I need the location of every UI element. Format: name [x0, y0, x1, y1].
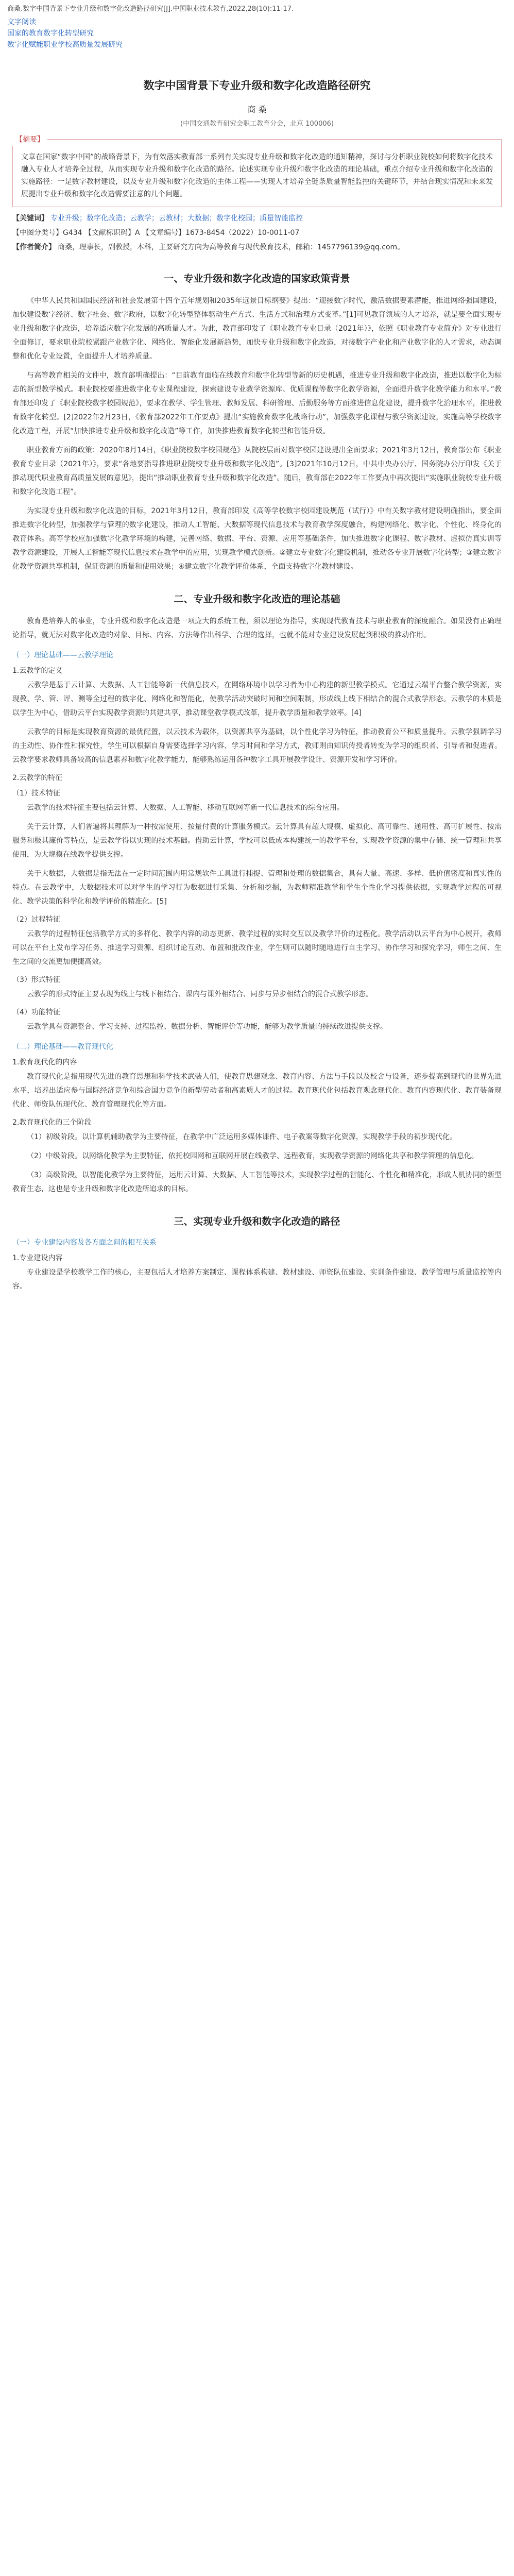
related-link[interactable]: 文字阅读 — [7, 18, 36, 26]
related-link[interactable]: 国家的教育数字化转型研究 — [7, 29, 94, 38]
article-body — [0, 271, 514, 1294]
abstract-label: 【摘要】 — [12, 133, 47, 146]
body-paragraph: 云教学是基于云计算、大数据、人工智能等新一代信息技术，在网络环境中以学习者为中心构建的新型教学模式。它通过云端平台整合教学资源，实现教、学、管、评、测等全过程的数字化、网络化和智能化，使教学活动突破时间和空间限制，形成线上线下相结合的混合式教学形态。云教学的本质是以学生为中心，借助云平台实现教学资源的共建共享，推动课堂教学模式改革，提升教学质量和教学效率。[4] — [12, 681, 502, 717]
subsection-heading: （二）理论基础——教育现代化 — [12, 1043, 113, 1051]
keywords-label: 【关键词】 — [12, 214, 48, 223]
subsection-heading: （一）理论基础——云教学理论 — [12, 651, 113, 659]
minor-heading: 2.云教学的特征 — [12, 774, 63, 782]
body-paragraph: 关于云计算，人们普遍将其理解为一种按需使用、按量付费的计算服务模式。云计算具有超大规模、虚拟化、高可靠性、通用性、高可扩展性、按需服务和极其廉价等特点，是云教学得以实现的技术基础。借助云计算，学校可以低成本构建统一的教学平台，实现教学资源的集中存储、统一管理和共享使用，为大规模在线教学提供支撑。 — [12, 823, 502, 859]
minor-heading: （1）技术特征 — [12, 789, 60, 798]
body-paragraph: （1）初级阶段。以计算机辅助教学为主要特征，在教学中广泛运用多媒体课件、电子教案等数字化资源，实现教学手段的初步现代化。 — [27, 1133, 457, 1141]
minor-heading: （3）形式特征 — [12, 976, 60, 984]
minor-heading: 1.教育现代化的内容 — [12, 1058, 77, 1066]
body-paragraph: 关于大数据，大数据是指无法在一定时间范围内用常规软件工具进行捕捉、管理和处理的数据集合，具有大量、高速、多样、低价值密度和真实性的特点。在云教学中，大数据技术可以对学生的学习行为数据进行采集、分析和挖掘，为教师精准教学和学生个性化学习提供依据，实现教学过程的可视化、教学决策的科学化和教学评价的精准化。[5] — [12, 870, 502, 906]
abstract-box — [12, 135, 502, 207]
body-paragraph: 云教学的过程特征包括教学方式的多样化、教学内容的动态更新、教学过程的实时交互以及教学评价的过程化。教学活动以云平台为中心展开，教师可以在平台上发布学习任务、推送学习资源、组织讨论互动、布置和批改作业，学生则可以随时随地进行自主学习、协作学习和探究学习，师生之间、生生之间的交流更加便捷高效。 — [12, 930, 502, 966]
body-paragraph: 职业教育方面的政策：2020年8月14日，《职业院校数字校园规范》从院校层面对数字校园建设提出全面要求；2021年3月12日，教育部公布《职业教育专业目录（2021年）》，要求“各地要指导推进职业院校专业升级和数字化改造”。[3]2021年10月12日，中共中央办公厅、国务院办公厅印发《关于推动现代职业教育高质量发展的意见》，提出“推动职业教育专业升级和数字化改造”。随后，教育部在2022年工作要点中再次提出“实施职业院校专业升级和数字化改造工程”。 — [12, 446, 502, 496]
article-title: 数字中国背景下专业升级和数字化改造路径研究 — [143, 79, 371, 92]
author-info-label: 【作者简介】 — [12, 243, 56, 251]
body-paragraph: 云教学的技术特征主要包括云计算、大数据、人工智能、移动互联网等新一代信息技术的综合应用。 — [27, 804, 344, 812]
body-paragraph: 云教学具有资源整合、学习支持、过程监控、数据分析、智能评价等功能，能够为教学质量的持续改进提供支撑。 — [27, 1023, 387, 1031]
related-links — [0, 15, 514, 55]
body-paragraph: 与高等教育相关的文件中，教育部明确提出：“目前教育面临在线教育和数字化转型等新的历史机遇，推进专业升级和数字化改造，推进以数字化为标志的新型教学模式。职业院校要推进数字化专业课程建设，探索建设专业教学资源库、优质课程等数字化教学资源，全面提升数字化教学能力和水平。”教育部还印发了《职业院校数字校园规范》，要求在教学、学生管理、教师发展、科研管理、后勤服务等方面推进信息化建设，提升数字化治理水平，推进教育数字化转型。[2]2022年2月23日，《教育部2022年工作要点》提出“实施教育数字化战略行动”，加强数字化课程与教学资源建设，实施高等学校数字化改造工程，开展“加快推进专业升级和数字化改造”等工作，加快推进教育数字化转型和智能升级。 — [12, 371, 502, 435]
citation-line: 商桑.数字中国背景下专业升级和数字化改造路径研究[J].中国职业技术教育,2022,28(10):11-17. — [7, 5, 294, 13]
keywords-line — [12, 212, 502, 225]
classification-line: 【中图分类号】G434 【文献标识码】A 【文章编号】1673-8454（2022）10-0011-07 — [12, 229, 300, 237]
body-paragraph: 专业建设是学校教学工作的核心，主要包括人才培养方案制定、课程体系构建、教材建设、师资队伍建设、实训条件建设、教学管理与质量监控等内容。 — [12, 1268, 502, 1291]
author-info-text: 商桑，理事长，副教授，本科，主要研究方向为高等教育与现代教育技术，邮箱：1457796139@qq.com。 — [58, 243, 405, 251]
body-paragraph: 云教学的形式特征主要表现为线上与线下相结合、课内与课外相结合、同步与异步相结合的混合式教学形态。 — [27, 990, 373, 998]
minor-heading: 1.专业建设内容 — [12, 1254, 63, 1262]
keywords-text: 专业升级；数字化改造；云教学；云教材；大数据；数字化校园；质量智能监控 — [50, 214, 303, 223]
body-paragraph: （2）中级阶段。以网络化教学为主要特征，依托校园网和互联网开展在线教学、远程教育，实现教学资源的网络化共享和教学管理的信息化。 — [27, 1152, 478, 1160]
abstract-text: 文章在国家“数字中国”的战略背景下，为有效落实教育部一系列有关实现专业升级和数字化改造的通知精神，探讨与分析职业院校如何将数字化技术融入专业人才培养全过程，从而实现专业升级和数字化改造的路径。论述实现专业升级和数字化改造的理论基础，重点介绍专业升级和数字化改造的实施路径：一是数字教材建设，以及专业升级和数字化改造的主体工程——实现人才培养全链条质量智能监控的关键环节，并结合现实情况和未来发展提出专业升级和数字化改造需要注意的几个问题。 — [21, 153, 493, 198]
section-heading: 三、实现专业升级和数字化改造的路径 — [174, 1216, 340, 1227]
author-name: 商 桑 — [247, 105, 267, 114]
body-paragraph: （3）高级阶段。以智能化教学为主要特征，运用云计算、大数据、人工智能等技术，实现教学过程的智能化、个性化和精准化，形成人机协同的新型教育生态，这也是专业升级和数字化改造所追求的目标。 — [12, 1171, 502, 1193]
subsection-heading: （一）专业建设内容及各方面之间的相互关系 — [12, 1239, 157, 1247]
minor-heading: （4）功能特征 — [12, 1008, 60, 1016]
body-paragraph: 教育是培养人的事业，专业升级和数字化改造是一项庞大的系统工程，须以理论为指导，实现现代教育技术与职业教育的深度融合。如果没有正确理论指导，就无法对数字化改造的对象、目标、内容、方法等作出科学、合理的选择，也就不能对专业建设发展起到积极的推动作用。 — [12, 617, 502, 639]
related-link[interactable]: 数字化赋能职业学校高质量发展研究 — [7, 41, 123, 49]
minor-heading: 1.云教学的定义 — [12, 667, 63, 675]
body-paragraph: 《中华人民共和国国民经济和社会发展第十四个五年规划和2035年远景目标纲要》提出：“迎接数字时代，激活数据要素潜能，推进网络强国建设，加快建设数字经济、数字社会、数字政府，以数字化转型整体驱动生产方式、生活方式和治理方式变革。”[1]可见教育领域的人才培养，就是要全面实现专业升级和数字化改造，培养适应数字化发展的高质量人才。为此，教育部印发了《职业教育专业目录（2021年）》，依照《职业教育专业简介》对专业进行全面修订，要求职业院校紧跟产业数字化、网络化、智能化发展新趋势，加快专业升级和数字化改造，对接数字产业化和产业数字化的人才需求，动态调整和优化专业设置，全面提升人才培养质量。 — [12, 297, 502, 361]
section-heading: 二、专业升级和数字化改造的理论基础 — [174, 594, 340, 605]
section-heading: 一、专业升级和数字化改造的国家政策背景 — [164, 273, 350, 284]
body-paragraph: 云教学的目标是实现教育资源的最优配置，以云技术为载体，以资源共享为基础，以个性化学习为特征，推动教育公平和质量提升。云教学强调学习的主动性、协作性和探究性，学生可以根据自身需要选择学习内容、学习时间和学习方式，教师则由知识传授者转变为学习的组织者、引导者和促进者。云教学要求教师具备较高的信息素养和数字化教学能力，能够熟练运用各种数字工具开展教学设计、资源开发和学习评价。 — [12, 728, 502, 764]
body-paragraph: 教育现代化是指用现代先进的教育思想和科学技术武装人们，使教育思想观念、教育内容、方法与手段以及校舍与设备，逐步提高到现代的世界先进水平，培养出适应参与国际经济竞争和综合国力竞争的新型劳动者和高素质人才的过程。教育现代化包括教育观念现代化、教育内容现代化、教育装备现代化、师资队伍现代化、教育管理现代化等方面。 — [12, 1073, 502, 1109]
body-paragraph: 为实现专业升级和数字化改造的目标，2021年3月12日，教育部印发《高等学校数字校园建设规范（试行）》中有关数字教材建设明确指出，要全面推进数字化转型，加强教学与管理的数字化建设，推动人工智能、大数据等现代信息技术与教育教学深度融合，构建网络化、数字化、个性化、终身化的教育体系。高等学校应加强数字化教学环境的构建，完善网络、数据、平台、资源、应用等基础条件，加快推进数字化课程、数字教材、虚拟仿真实训等教学资源建设，开展人工智能等现代信息技术在教学中的应用，实现教学模式创新。②建立专业数字化建设机制，推动各专业开展数字化转型；③建立数字化教学资源共享机制，保证资源的质量和使用效果；④建立数字化教学评价体系，全面支持数字化教材建设。 — [12, 507, 502, 571]
minor-heading: 2.教育现代化的三个阶段 — [12, 1118, 92, 1127]
minor-heading: （2）过程特征 — [12, 916, 60, 924]
author-info-line — [12, 241, 502, 253]
author-affiliation: (中国交通教育研究会职工教育分会，北京 100006) — [180, 120, 334, 128]
